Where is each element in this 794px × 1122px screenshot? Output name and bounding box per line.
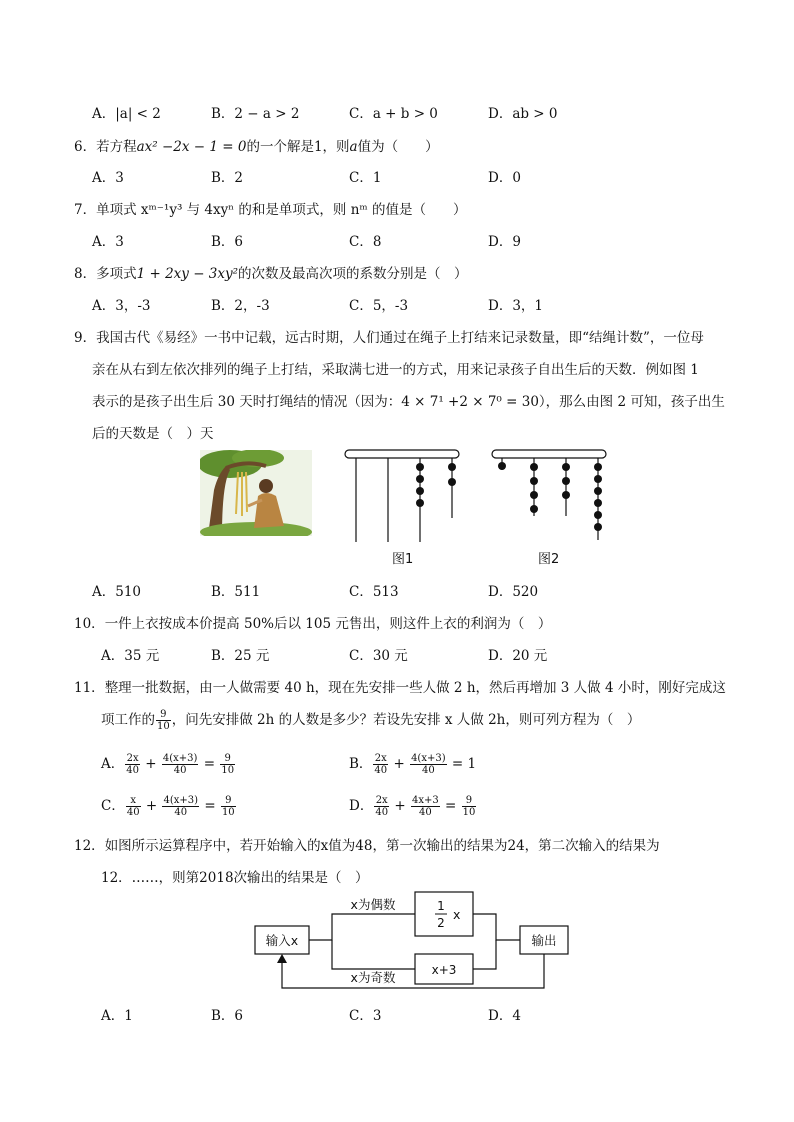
q6-text: 值为（ ） xyxy=(357,139,439,155)
knot-tying-woman-image xyxy=(200,450,312,536)
question-12-line-1 xyxy=(74,834,660,854)
q12-option-a: A．1 xyxy=(101,1008,133,1024)
numerator: 2x xyxy=(126,753,139,764)
q8-option-c: C．5，-3 xyxy=(349,298,409,314)
q11-option-c: C． $\frac{x}{40}$ + $\frac{4(x+3)}{40}$ = $\frac{9}{10}$ xyxy=(101,795,235,818)
q9-option-c: C．513 xyxy=(349,584,399,600)
q6-text: 若方程 xyxy=(96,139,137,155)
q6-variable: a xyxy=(349,139,358,155)
option-label: C． xyxy=(101,798,125,814)
question-number: 7． xyxy=(74,202,97,218)
q11-text: ，问先安排做 2h 的人数是多少？若设先安排 x 人做 2h，则可列方程为（ ） xyxy=(171,712,641,728)
question-10 xyxy=(74,612,551,632)
knot-figures xyxy=(340,446,620,566)
question-8 xyxy=(74,262,468,282)
question-9-line-3 xyxy=(92,390,725,410)
q10-option-b: B．25 元 xyxy=(211,648,270,664)
q8-expression: 1 + 2xy − 3xy² xyxy=(136,266,239,282)
denominator: 40 xyxy=(375,807,389,818)
q9-text: 表示的是孩子出生后 30 天时打绳结的情况（因为： xyxy=(92,394,402,410)
figure-1-knot-rope xyxy=(345,450,459,542)
q6-text: 的一个解是1，则 xyxy=(246,139,350,155)
q8-text: 多项式 xyxy=(96,266,137,282)
question-9-line-2: 亲在从右到左依次排列的绳子上打结，采取满七进一的方式，用来记录孩子自出生后的天数．例如图 1 xyxy=(92,362,699,378)
operation-flowchart xyxy=(250,888,580,996)
option-label: D． xyxy=(349,798,374,814)
half-numerator: 1 xyxy=(437,899,445,913)
q7-option-d: D．9 xyxy=(488,234,521,250)
question-number: 6． xyxy=(74,139,97,155)
q6-option-a: A．3 xyxy=(92,170,124,186)
q11-text: 项工作的 xyxy=(101,712,155,728)
q12-option-b: B．6 xyxy=(211,1008,244,1024)
numerator: 4(x+3) xyxy=(411,753,446,764)
denominator: 40 xyxy=(126,765,139,776)
odd-condition-label: x为奇数 xyxy=(350,970,396,985)
denominator: 10 xyxy=(221,807,235,818)
output-label: 输出 xyxy=(531,933,557,948)
option-label: B． xyxy=(349,756,373,772)
q9-formula: 4 × 7¹ +2 × 7⁰ = 30 xyxy=(401,394,539,410)
numerator: 9 xyxy=(221,795,236,807)
numerator: 9 xyxy=(220,753,235,765)
q9-option-b: B．511 xyxy=(211,584,261,600)
q12-text: 如图所示运算程序中，若开始输入的x值为48，第一次输出的结果为24，第二次输入的结果为 xyxy=(104,838,660,854)
even-condition-label: x为偶数 xyxy=(350,897,396,912)
numerator: 4(x+3) xyxy=(162,753,198,764)
question-number: 10． xyxy=(74,616,105,632)
numerator: 2x xyxy=(374,753,387,764)
rhs-value: 1 xyxy=(467,756,477,772)
denominator: 40 xyxy=(421,765,435,776)
q10-text: 一件上衣按成本价提高 50%后以 105 元售出，则这件上衣的利润为（ ） xyxy=(104,616,552,632)
q10-option-c: C．30 元 xyxy=(349,648,408,664)
odd-operation-label: x+3 xyxy=(431,963,457,977)
question-6 xyxy=(74,135,439,155)
q9-text: ），那么由图 2 可知，孩子出生 xyxy=(538,394,725,410)
question-11-line-2 xyxy=(101,708,640,732)
q9-text: 我国古代《易经》一书中记载，远古时期，人们通过在绳子上打结来记录数量，即“结绳计数”，一位母 xyxy=(96,330,704,346)
figure-2-knot-rope xyxy=(492,450,606,540)
question-7 xyxy=(74,198,466,218)
denominator: 40 xyxy=(174,807,188,818)
question-number: 9． xyxy=(74,330,97,346)
question-number: 11． xyxy=(74,680,105,696)
question-9-line-4: 后的天数是（ ）天 xyxy=(92,426,214,442)
q7-text: 单项式 xᵐ⁻¹y³ 与 4xyⁿ 的和是单项式，则 nᵐ 的值是（ ） xyxy=(96,202,467,218)
q8-option-d: D．3，1 xyxy=(488,298,544,314)
question-number: 12． xyxy=(74,838,105,854)
question-number: 8． xyxy=(74,266,97,282)
q8-option-b: B．2，-3 xyxy=(211,298,270,314)
q12-option-c: C．3 xyxy=(349,1008,382,1024)
numerator: 9 xyxy=(462,795,477,807)
denominator: 10 xyxy=(157,721,170,732)
question-9-line-1 xyxy=(74,326,704,346)
denominator: 10 xyxy=(221,765,235,776)
q8-option-a: A．3，-3 xyxy=(92,298,151,314)
denominator: 40 xyxy=(418,807,432,818)
q9-option-a: A．510 xyxy=(92,584,142,600)
q11-option-b: B． $\frac{2x}{40}$ + $\frac{4(x+3)}{40}$ = 1 xyxy=(349,753,477,776)
q5-option-c: C．a + b > 0 xyxy=(349,106,438,122)
question-12-line-2: 12．……，则第2018次输出的结果是（ ） xyxy=(101,870,369,886)
q5-option-d: D．ab > 0 xyxy=(488,106,558,122)
q11-text: 整理一批数据，由一人做需要 40 h，现在先安排一些人做 2 h，然后再增加 3 人做 4 小时，刚好完成这 xyxy=(104,680,726,696)
option-label: A． xyxy=(101,756,125,772)
q7-option-b: B．6 xyxy=(211,234,244,250)
q9-option-d: D．520 xyxy=(488,584,539,600)
figure-2-caption: 图2 xyxy=(538,552,560,567)
q5-option-b: B．2 − a > 2 xyxy=(211,106,300,122)
q11-option-a: A． $\frac{2x}{40}$ + $\frac{4(x+3)}{40}$ = $\frac{9}{10}$ xyxy=(101,753,235,776)
denominator: 40 xyxy=(374,765,388,776)
q5-option-a: A．|a| < 2 xyxy=(92,106,161,122)
q7-option-c: C．8 xyxy=(349,234,382,250)
even-op-variable: x xyxy=(453,907,461,922)
denominator: 10 xyxy=(462,807,476,818)
q10-option-a: A．35 元 xyxy=(101,648,160,664)
numerator: 9 xyxy=(156,709,171,721)
denominator: 40 xyxy=(173,765,187,776)
question-11-line-1 xyxy=(74,676,726,696)
numerator: 2x xyxy=(375,795,388,806)
figure-1-caption: 图1 xyxy=(392,552,414,567)
q11-option-d: D． $\frac{2x}{40}$ + $\frac{4x+3}{40}$ = $\frac{9}{10}$ xyxy=(349,795,476,818)
denominator: 40 xyxy=(126,807,140,818)
half-denominator: 2 xyxy=(437,916,445,930)
q6-option-c: C．1 xyxy=(349,170,382,186)
numerator: x xyxy=(126,795,141,807)
numerator: 4x+3 xyxy=(411,795,439,806)
numerator: 4(x+3) xyxy=(163,795,199,806)
q12-option-d: D．4 xyxy=(488,1008,521,1024)
q11-fraction xyxy=(156,709,171,732)
q6-option-d: D．0 xyxy=(488,170,521,186)
q6-equation: ax² −2x − 1 = 0 xyxy=(136,139,247,155)
q8-text: 的次数及最高次项的系数分别是（ ） xyxy=(238,266,468,282)
q10-option-d: D．20 元 xyxy=(488,648,548,664)
q6-option-b: B．2 xyxy=(211,170,244,186)
q7-option-a: A．3 xyxy=(92,234,124,250)
input-label: 输入x xyxy=(265,933,299,948)
